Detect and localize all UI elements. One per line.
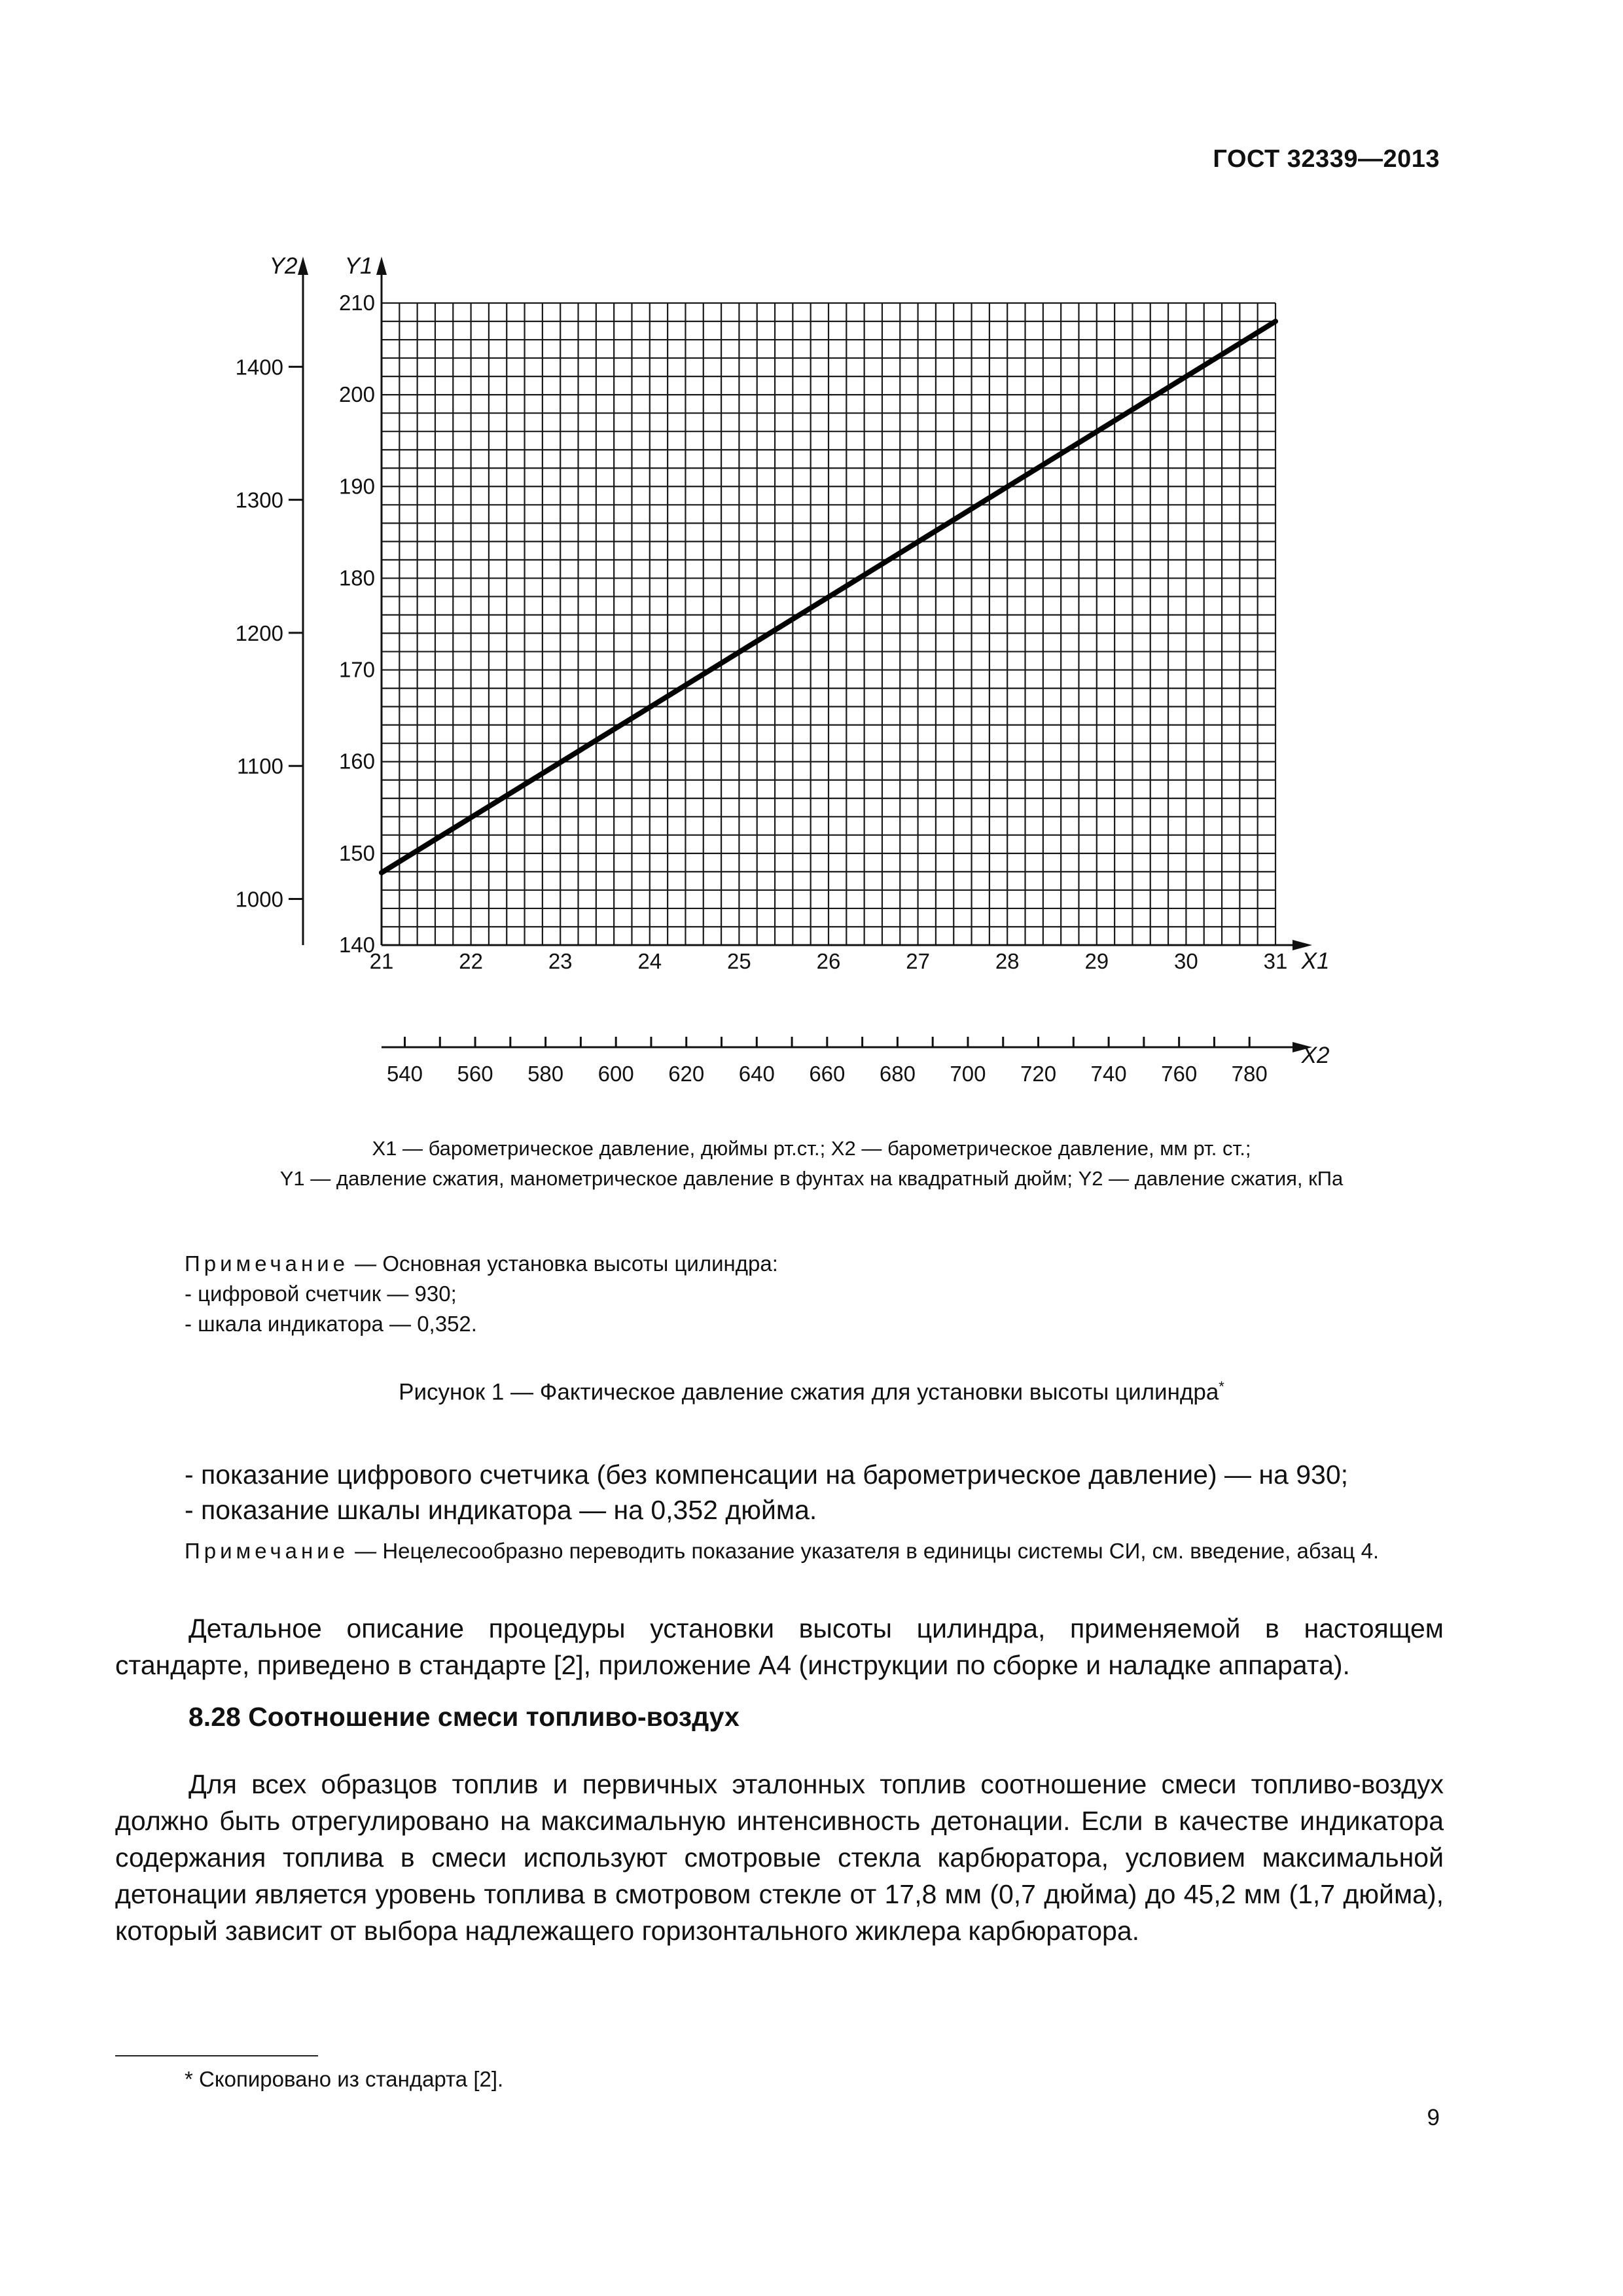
note-1-item-2: - шкала индикатора — 0,352. [185,1312,477,1336]
x2-tick-label: 680 [879,1062,916,1086]
x1-tick-label: 25 [727,949,751,973]
x1-tick-label: 26 [816,949,841,973]
x1-tick-label: 22 [459,949,483,973]
document-id: ГОСТ 32339—2013 [1213,145,1440,173]
note-1-item-1: - цифровой счетчик — 930; [185,1282,457,1306]
x2-tick-label: 620 [668,1062,705,1086]
x2-tick-label: 560 [457,1062,493,1086]
y1-axis-label: Y1 [344,253,373,279]
x2-tick-label: 720 [1020,1062,1057,1086]
y1-tick-label: 200 [338,382,375,407]
y1-tick-label: 160 [338,749,375,774]
chart-legend-line-1: X1 — барометрическое давление, дюймы рт.ст.; X2 — барометрическое давление, мм рт. ст.; [372,1137,1251,1160]
y1-tick-label: 150 [338,840,375,865]
x2-tick-label: 700 [950,1062,986,1086]
paragraph: Для всех образцов топлив и первичных эталонных топлив соотношение смеси топливо-воздух должно быть отрегулировано на максимальную интенсивность детонации. Если в качестве индикатора содержания топлива в смеси используют смотровые стекла карбюратора, условием максимальной детонации является уровень топлива в смотровом стекле от 17,8 мм (0,7 дюйма) до 45,2 мм (1,7 дюйма), который зависит от выбора надлежащего горизонтального жиклера карбюратора. [115,1769,1444,1946]
chart-grid [382,303,1275,945]
y2-tick-label: 1000 [235,887,283,912]
y1-tick-label: 140 [338,933,375,957]
note-text: — Основная установка высоты цилиндра: [349,1251,778,1276]
y1-tick-label: 190 [338,474,375,499]
x2-tick-label: 760 [1161,1062,1198,1086]
x1-tick-label: 28 [995,949,1020,973]
x1-tick-label: 30 [1174,949,1198,973]
y2-tick-label: 1100 [237,754,283,779]
footnote: * Скопировано из стандарта [2]. [185,2067,504,2091]
x1-tick-label: 29 [1084,949,1109,973]
y2-tick-label: 1400 [235,355,283,380]
footnote-divider [115,2055,318,2056]
page-number: 9 [1427,2105,1440,2130]
x2-tick-label: 580 [527,1062,564,1086]
list-item: - показание шкалы индикатора — на 0,352 дюйма. [185,1495,817,1525]
x2-tick-label: 640 [738,1062,775,1086]
x2-tick-label: 740 [1090,1062,1127,1086]
list-item: - показание цифрового счетчика (без компенсации на барометрическое давление) — на 930; [185,1460,1349,1490]
x1-tick-label: 24 [637,949,662,973]
figure-caption-footnote-mark: * [1219,1378,1224,1395]
y1-tick-label: 170 [338,657,375,682]
y1-tick-label: 210 [338,291,375,315]
section-heading: 8.28 Соотношение смеси топливо-воздух [188,1702,740,1732]
x2-tick-label: 540 [386,1062,423,1086]
y2-axis-arrow [298,257,308,275]
note-1 [185,1251,778,1276]
note-label: Примечание [185,1539,349,1563]
y2-tick-label: 1200 [235,620,283,645]
figure-caption [0,1378,1623,1406]
x2-tick-label: 600 [597,1062,634,1086]
x2-axis-label: X2 [1301,1043,1330,1068]
x1-tick-label: 23 [548,949,573,973]
x2-tick-label: 780 [1231,1062,1268,1086]
note-label: Примечание [185,1251,349,1276]
figure-caption-text: Рисунок 1 — Фактическое давление сжатия для установки высоты цилиндра [399,1379,1219,1405]
x1-tick-label: 27 [906,949,930,973]
y1-tick-label: 180 [338,565,375,590]
x1-tick-label: 21 [369,949,394,973]
note-2 [115,1535,1444,1567]
y2-axis-label: Y2 [269,253,298,279]
note-text: — Нецелесообразно переводить показание указателя в единицы системы СИ, см. введение, абзац 4. [349,1539,1380,1563]
chart-legend-line-2: Y1 — давление сжатия, манометрическое давление в фунтах на квадратный дюйм; Y2 — давление сжатия, кПа [279,1167,1344,1190]
x2-tick-label: 660 [809,1062,846,1086]
x1-axis-label: X1 [1301,948,1330,974]
y1-axis-arrow [376,257,387,275]
y2-tick-label: 1300 [235,488,283,512]
x1-tick-label: 31 [1263,949,1288,973]
paragraph: Детальное описание процедуры установки высоты цилиндра, применяемой в настоящем стандарте, приведено в стандарте [2], приложение А4 (инструкции по сборке и наладке аппарата). [115,1613,1444,1680]
